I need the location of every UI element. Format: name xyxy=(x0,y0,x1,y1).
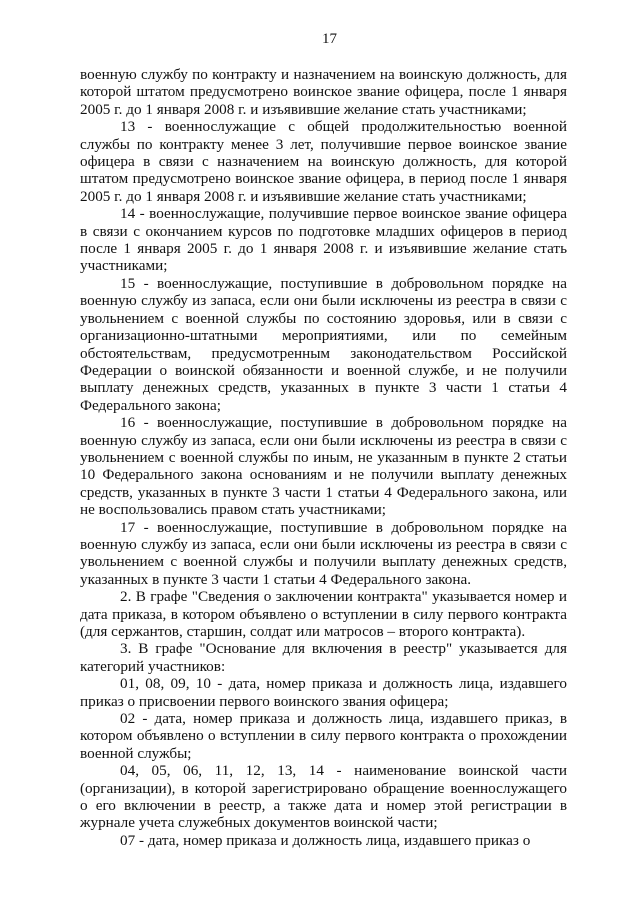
paragraph: 04, 05, 06, 11, 12, 13, 14 - наименование воинской части (организации), в которой зарегистрировано обращение военнослужащего о его включении в реестр, а также дата и номер этой регистрации в журнале учета служебных документов воинской части; xyxy=(80,762,567,832)
paragraph: 3. В графе "Основание для включения в реестр" указывается для категорий участников: xyxy=(80,640,567,675)
paragraph: 13 - военнослужащие с общей продолжительностью военной службы по контракту менее 3 лет, получившие первое воинское звание офицера в связи с назначением на воинскую должность, для которой штатом предусмотрено воинское звание офицера, в период после 1 января 2005 г. до 1 января 2008 г. и изъявившие желание стать участниками; xyxy=(80,118,567,205)
paragraph: 01, 08, 09, 10 - дата, номер приказа и должность лица, издавшего приказ о присвоении первого воинского звания офицера; xyxy=(80,675,567,710)
document-body xyxy=(80,66,567,849)
paragraph: военную службу по контракту и назначением на воинскую должность, для которой штатом предусмотрено воинское звание офицера, после 1 января 2005 г. до 1 января 2008 г. и изъявившие желание стать участниками; xyxy=(80,66,567,118)
paragraph: 02 - дата, номер приказа и должность лица, издавшего приказ, в котором объявлено о вступлении в силу первого контракта о прохождении военной службы; xyxy=(80,710,567,762)
paragraph: 15 - военнослужащие, поступившие в добровольном порядке на военную службу из запаса, если они были исключены из реестра в связи с увольнением с военной службы по состоянию здоровья, или в связи с организационно-штатными мероприятиями, или по семейным обстоятельствам, предусмотренным законодательством Российской Федерации о воинской обязанности и военной службе, и не получили выплату денежных средств, указанных в пункте 3 части 1 статьи 4 Федерального закона; xyxy=(80,274,567,414)
page-number: 17 xyxy=(322,31,337,47)
paragraph: 2. В графе "Сведения о заключении контракта" указывается номер и дата приказа, в котором объявлено о вступлении в силу первого контракта (для сержантов, старшин, солдат или матросов – второго контракта). xyxy=(80,588,567,640)
paragraph: 14 - военнослужащие, получившие первое воинское звание офицера в связи с окончанием курсов по подготовке младших офицеров в период после 1 января 2005 г. до 1 января 2008 г. и изъявившие желание стать участниками; xyxy=(80,205,567,275)
paragraph: 16 - военнослужащие, поступившие в добровольном порядке на военную службу из запаса, если они были исключены из реестра в связи с увольнением с военной службы по иным, не указанным в пункте 2 статьи 10 Федерального закона основаниям и не получили выплату денежных средств, указанных в пункте 3 части 1 статьи 4 Федерального закона, или не воспользовались правом стать участниками; xyxy=(80,414,567,519)
paragraph: 17 - военнослужащие, поступившие в добровольном порядке на военную службу из запаса, если они были исключены из реестра в связи с увольнением с военной службы и получили выплату денежных средств, указанных в пункте 3 части 1 статьи 4 Федерального закона. xyxy=(80,518,567,588)
paragraph: 07 - дата, номер приказа и должность лица, издавшего приказ о xyxy=(120,831,531,849)
